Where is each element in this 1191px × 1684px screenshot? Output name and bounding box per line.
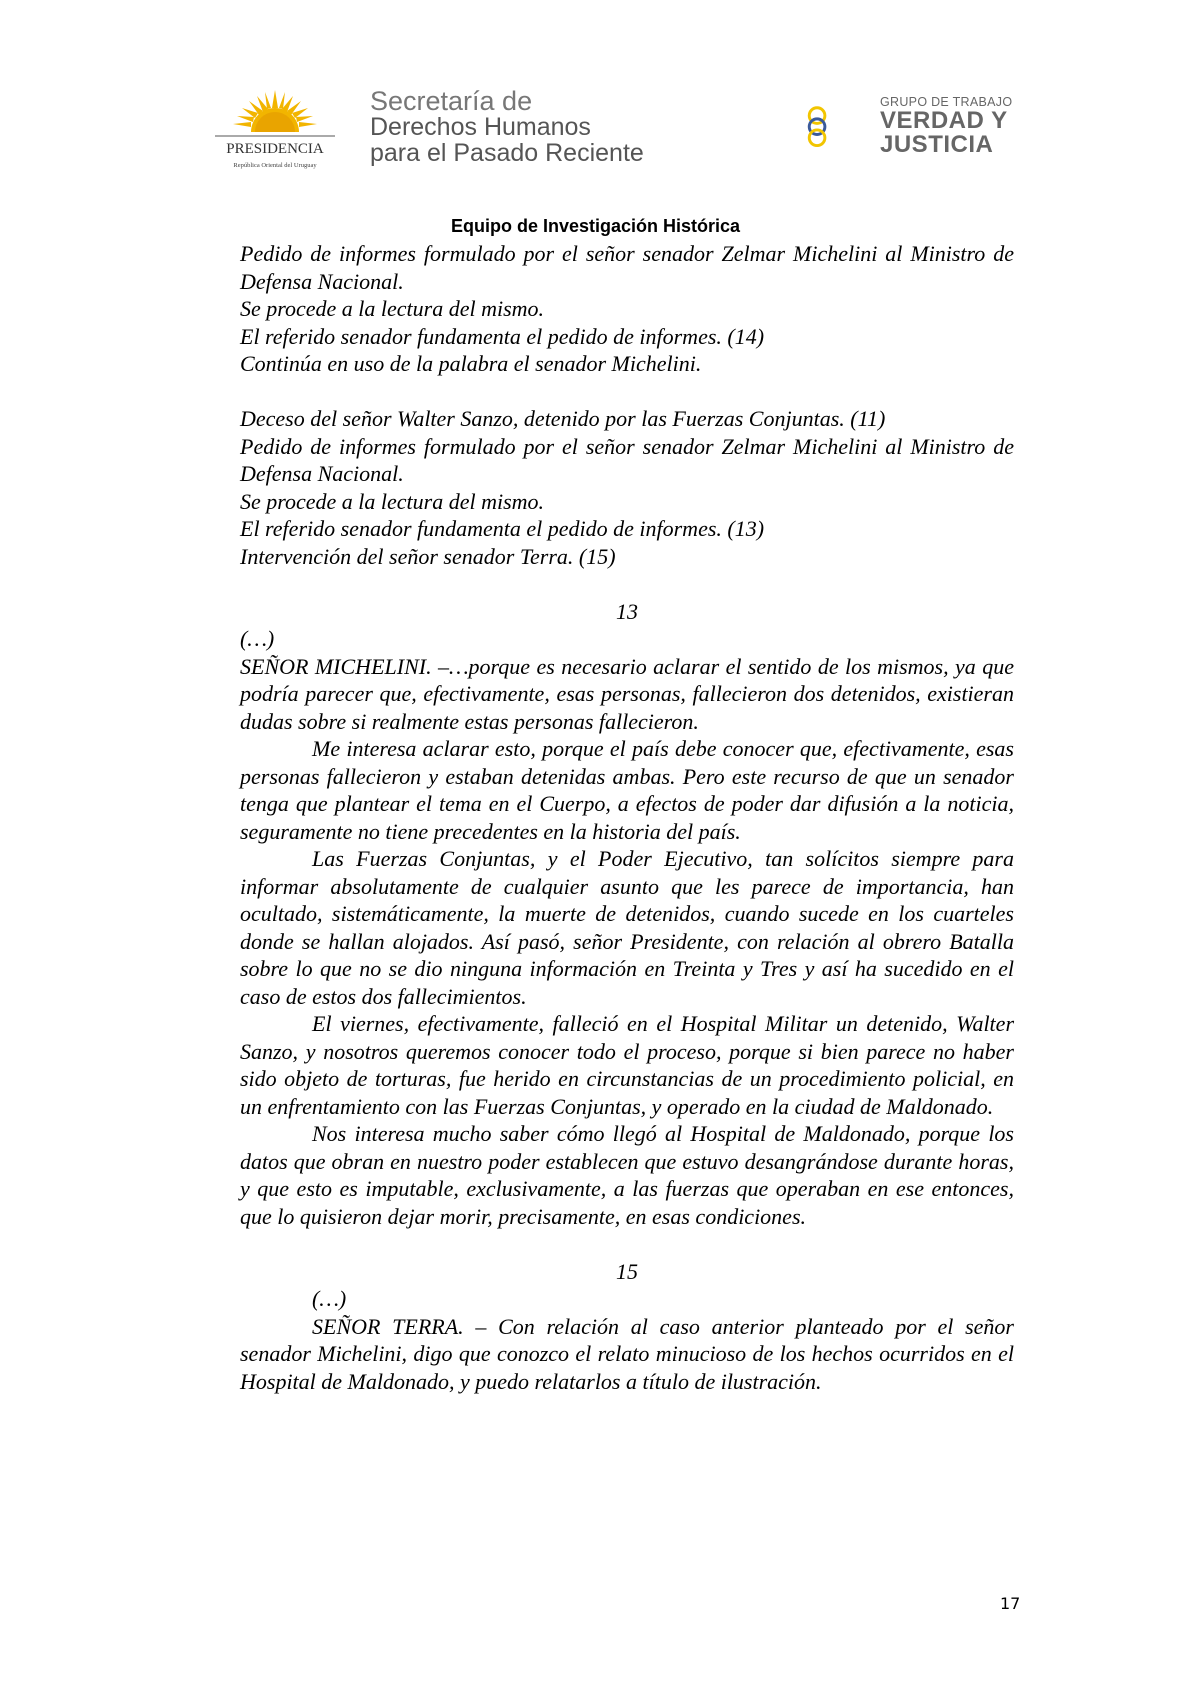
grupo-line1: GRUPO DE TRABAJO [880,95,1013,109]
summary-block-1 [240,240,1014,378]
presidencia-name: PRESIDENCIA [226,141,324,157]
ellipsis: (…) [240,626,275,651]
presidencia-logo [195,80,355,180]
summary-line: Pedido de informes formulado por el señor senador Zelmar Michelini al Ministro de Defensa Nacional. [240,241,1014,294]
paragraph: SEÑOR TERRA. – Con relación al caso anterior planteado por el señor senador Michelini, digo que conozco el relato minucioso de los hechos ocurridos en el Hospital de Maldonado, y puedo relatarlos a título de ilustración. [240,1313,1014,1394]
spacer [240,1230,1014,1258]
section-number: 13 [616,598,638,624]
paragraph: Me interesa aclarar esto, porque el país debe conocer que, efectivamente, esas personas fallecieron y estaban detenidas ambas. Pero este recurso de que un senador tenga que plantear el tema en el Cuerpo, a efectos de poder dar difusión a la noticia, seguramente no tiene precedentes en la historia del país. [240,736,1014,844]
grupo-line2: VERDAD Y [880,107,1008,134]
ellipsis: (…) [312,1286,347,1311]
summary-line: Se procede a la lectura del mismo. [240,488,545,514]
summary-block-2 [240,405,1014,570]
section-15 [240,1258,1014,1396]
secretaria-line3: para el Pasado Reciente [370,139,644,167]
grupo-line3: JUSTICIA [880,131,994,158]
paragraph: SEÑOR MICHELINI. –…porque es necesario aclarar el sentido de los mismos, ya que podría parecer que, efectivamente, esas personas, fallecieron dos detenidos, existieran dudas sobre si realmente estas personas fallecieron. [240,653,1014,734]
page-number: 17 [1000,1594,1021,1613]
document-body [240,240,1014,1395]
summary-line: Pedido de informes formulado por el señor senador Zelmar Michelini al Ministro de Defensa Nacional. [240,433,1014,486]
section-number: 15 [616,1258,638,1284]
summary-line: Continúa en uso de la palabra el senador Michelini. [240,351,702,376]
team-title: Equipo de Investigación Histórica [450,216,741,236]
section-13 [240,598,1014,1231]
presidencia-subtitle: República Oriental del Uruguay [233,162,317,169]
grupo-trabajo-title [880,95,1012,157]
rings-icon [809,108,825,146]
summary-line: Deceso del señor Walter Sanzo, detenido por las Fuerzas Conjuntas. (11) [240,406,886,431]
secretaria-line1: Secretaría de [370,86,533,116]
summary-line: Se procede a la lectura del mismo. [240,296,545,321]
paragraph: Nos interesa mucho saber cómo llegó al Hospital de Maldonado, porque los datos que obran en nuestro poder establecen que estuvo desangrándose durante horas, y que esto es imputable, exclusivamente, a las fuerzas que operaban en ese entonces, que lo quisieron dejar morir, precisamente, en esas condiciones. [240,1121,1014,1229]
secretaria-title [370,88,644,166]
secretaria-line2: Derechos Humanos [370,113,591,141]
spacer [240,570,1014,598]
summary-line: Intervención del señor senador Terra. (15) [240,543,616,569]
verdad-justicia-logo [805,62,880,192]
paragraph: El viernes, efectivamente, falleció en el Hospital Militar un detenido, Walter Sanzo, y nosotros queremos conocer todo el proceso, porque si bien parece no haber sido objeto de torturas, fue herido en circunstancias de un procedimiento policial, en un enfrentamiento con las Fuerzas Conjuntas, y operado en la ciudad de Maldonado. [240,1011,1014,1119]
summary-line: El referido senador fundamenta el pedido de informes. (13) [240,516,765,541]
summary-line: El referido senador fundamenta el pedido de informes. (14) [240,323,765,349]
sun-icon [233,90,317,132]
page-header [0,0,1191,215]
paragraph: Las Fuerzas Conjuntas, y el Poder Ejecutivo, tan solícitos siempre para informar absolutamente de cualquier asunto que les parece de importancia, han ocultado, sistemáticamente, la muerte de detenidos, cuando sucede en los cuarteles donde se hallan alojados. Así pasó, señor Presidente, con relación al obrero Batalla sobre lo que no se dio ninguna información en Treinta y Tres y así ha sucedido en el caso de estos dos fallecimientos. [240,846,1014,1009]
spacer [240,378,1014,406]
